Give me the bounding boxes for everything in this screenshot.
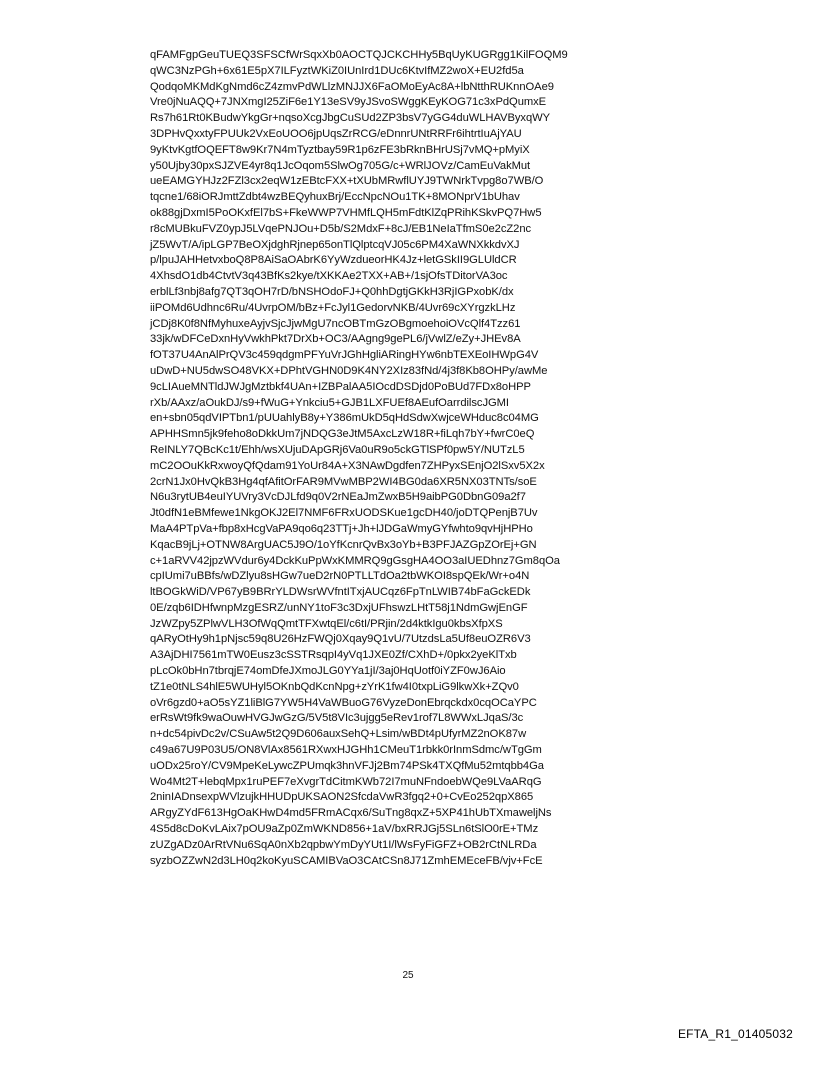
text-line: oVr6gzd0+aO5sYZ1liBlG7YW5H4VaWBuoG76VyzeDonEbrqckdx0cqOCaYPC <box>150 696 537 709</box>
document-id: EFTA_R1_01405032 <box>677 1027 793 1041</box>
text-line: jCDj8K0f8NfMyhuxeAyjvSjcJjwMgU7ncOBTmGzOBgmoehoiOVcQlf4Tzz61 <box>150 317 521 330</box>
text-line: ReINLY7QBcKc1t/Ehh/wsXUjuDApGRj6Va0uR9o5ckGTlSPf0pw5Y/NUTzL5 <box>150 443 525 456</box>
text-line: 2crN1Jx0HvQkB3Hg4qfAfitOrFAR9MVwMBP2WI4BG0da6XR5NX03TNTs/soE <box>150 475 537 488</box>
text-line: jZ5WvT/A/ipLGP7BeOXjdghRjnep65onTlQlptcqVJ05c6PM4XaWNXkkdvXJ <box>150 238 520 251</box>
text-line: Wo4Mt2T+lebqMpx1ruPEF7eXvgrTdCitmKWb72I7muNFndoebWQe9LVaARqG <box>150 775 542 788</box>
encoded-text-block <box>150 48 568 869</box>
text-line: JzWZpy5ZPlwVLH3OfWqQmtTFXwtqEl/c6tI/PRjin/2d4ktkIgu0kbsXfpXS <box>150 617 503 630</box>
text-line: uDwD+NU5dwSO48VKX+DPhtVGHN0D9K4NY2XIz83fNd/4j3f8Kb8OHPy/awMe <box>150 364 548 377</box>
text-line: uODx25roY/CV9MpeKeLywcZPUmqk3hnVFJj2Bm74PSk4TXQfMu52mtqbb4Ga <box>150 759 544 772</box>
text-line: 2ninIADnsexpWVlzujkHHUDpUKSAON2SfcdaVwR3fgq2+0+CvEo252qpX865 <box>150 791 534 804</box>
text-line: KqacB9jLj+OTNW8ArgUAC5J9O/1oYfKcnrQvBx3oYb+B3PFJAZGpZOrEj+GN <box>150 538 537 551</box>
text-line: erRsWt9fk9waOuwHVGJwGzG/5V5t8VIc3ujgg5eRev1rof7L8WWxLJqaS/3c <box>150 712 524 725</box>
text-line: Rs7h61Rt0KBudwYkgGr+nqsoXcgJbgCuSUd2ZP3bsV7yGG4duWLHAVByxqWY <box>150 112 551 125</box>
text-line: en+sbn05qdVIPTbn1/pUUahlyB8y+Y386mUkD5qHdSdwXwjceWHduc8c04MG <box>150 412 539 425</box>
text-line: Jt0dfN1eBMfewe1NkgOKJ2El7NMF6FRxUODSKue1gcDH40/joDTQPenjB7Uv <box>150 507 538 520</box>
text-line: p/lpuJAHHetvxboQ8P8AiSaOAbrK6YyWzdueorHK4Jz+letGSkII9GLUldCR <box>150 254 517 267</box>
text-line: tqcne1/68iORJmttZdbt4wzBEQyhuxBrj/EccNpcNOu1TK+8MONprV1bUhav <box>150 191 520 204</box>
text-line: qWC3NzPGh+6x61E5pX7ILFyztWKiZ0IUnIrd1DUc6KtvIfMZ2woX+EU2fd5a <box>150 64 524 77</box>
text-line: 33jk/wDFCeDxnHyVwkhPkt7DrXb+OC3/AAgng9gePL6/jVwlZ/eZy+JHEv8A <box>150 333 521 346</box>
text-line: zUZgADz0ArRtVNu6SqA0nXb2qpbwYmDyYUt1I/lWsFyFiGFZ+OB2rCtNLRDa <box>150 838 537 851</box>
page-number: 25 <box>402 970 414 981</box>
text-line: c49a67U9P03U5/ON8VlAx8561RXwxHJGHh1CMeuT1rbkk0rInmSdmc/wTgGm <box>150 744 542 757</box>
text-line: syzbOZZwN2d3LH0q2koKyuSCAMIBVaO3CAtCSn8J71ZmhEMEceFB/vjv+FcE <box>150 854 543 867</box>
text-line: pLcOk0bHn7tbrqjE74omDfeJXmoJLG0YYa1jI/3aj0HqUotf0iYZF0wJ6Aio <box>150 665 506 678</box>
text-line: 3DPHvQxxtyFPUUk2VxEoUOO6jpUqsZrRCG/eDnnrUNtRRFr6ihtrtIuAjYAU <box>150 127 522 140</box>
text-line: fOT37U4AnAlPrQV3c459qdgmPFYuVrJGhHgliARingHYw6nbTEXEoIHWpG4V <box>150 349 539 362</box>
text-line: r8cMUBkuFVZ0ypJ5LVqePNJOu+D5b/S2MdxF+8cJ/EB1NeIaTfmS0e2cZ2nc <box>150 222 532 235</box>
text-line: APHHSmn5jk9feho8oDkkUm7jNDQG3eJtM5AxcLzW18R+fiLqh7bY+fwrC0eQ <box>150 428 535 441</box>
text-line: ltBOGkWiD/VP67yB9BRrYLDWsrWVfntITxjAUCqz6FpTnLWIB74bFaGckEDk <box>150 586 531 599</box>
text-line: rXb/AAxz/aOukDJ/s9+fWuG+Ynkciu5+GJB1LXFUEf8AEufOarrdilscJGMI <box>150 396 509 409</box>
text-line: mC2OOuKkRxwoyQfQdam91YoUr84A+X3NAwDgdfen7ZHPyxSEnjO2lSxv5X2x <box>150 459 545 472</box>
text-line: Vre0jNuAQQ+7JNXmgI25ZiF6e1Y13eSV9yJSvoSWggKEyKOG71c3xPdQumxE <box>150 96 547 109</box>
text-line: A3AjDHI7561mTW0Eusz3cSSTRsqpI4yVq1JXE0Zf/CXhD+/0pkx2yeKlTxb <box>150 649 517 662</box>
text-line: 4S5d8cDoKvLAix7pOU9aZp0ZmWKND856+1aV/bxRRJGj5SLn6tSlO0rE+TMz <box>150 823 539 836</box>
text-line: cpIUmi7uBBfs/wDZlyu8sHGw7ueD2rN0PTLLTdOa2tbWKOI8spQEk/Wr+o4N <box>150 570 530 583</box>
text-line: MaA4PTpVa+fbp8xHcgVaPA9qo6q23TTj+Jh+lJDGaWmyGYfwhto9qvHjHPHo <box>150 522 533 535</box>
text-line: ueEAMGYHJz2FZl3cx2eqW1zEBtcFXX+tXUbMRwflUYJ9TWNrkTvpg8o7WB/O <box>150 175 544 188</box>
text-line: 4XhsdO1db4CtvtV3q43BfKs2kye/tXKKAe2TXX+AB+/1sjOfsTDitorVA3oc <box>150 270 508 283</box>
text-line: ARgyZYdF613HgOaKHwD4md5FRmACqx6/SuTng8qxZ+5XP41hUbTXmaweljNs <box>150 807 552 820</box>
text-line: y50Ujby30pxSJZVE4yr8q1JcOqom5SlwOg705G/c+WRlJOVz/CamEuVakMut <box>150 159 531 172</box>
text-line: 9cLIAueMNTldJWJgMztbkf4UAn+IZBPalAA5IOcdDSDjd0PoBUd7FDx8oHPP <box>150 380 531 393</box>
text-line: ok88gjDxmI5PoOKxfEl7bS+FkeWWP7VHMfLQH5mFdtKlZqPRihKSkvPQ7Hw5 <box>150 206 542 219</box>
text-line: c+1aRVV42jpzWVdur6y4DckKuPpWxKMMRQ9gGsgHA4OO3aIUEDhnz7Gm8qOa <box>150 554 560 567</box>
text-line: qARyOtHy9h1pNjsc59q8U26HzFWQj0Xqay9Q1vU/7UtzdsLa5Uf8euOZR6V3 <box>150 633 531 646</box>
text-line: QodqoMKMdKgNmd6cZ4zmvPdWLlzMNJJX6FaOMoEyAc8A+lbNtthRUKnnOAe9 <box>150 80 554 93</box>
text-line: erblLf3nbj8afg7QT3qOH7rD/bNSHOdoFJ+Q0hhDgtjGKkH3RjIGPxobK/dx <box>150 285 514 298</box>
text-line: 9yKtvKgtfOQEFT8w9Kr7N4mTyztbay59R1p6zFE3bRknBHrUSj7vMQ+pMyiX <box>150 143 530 156</box>
text-line: iiPOMd6Udhnc6Ru/4UvrpOM/bBz+FcJyl1GedorvNKB/4Uvr69cXYrgzkLHz <box>150 301 516 314</box>
text-line: tZ1e0tNLS4hlE5WUHyl5OKnbQdKcnNpg+zYrK1fw4I0txpLiG9lkwXk+ZQv0 <box>150 680 519 693</box>
text-line: qFAMFgpGeuTUEQ3SFSCfWrSqxXb0AOCTQJCKCHHy5BqUyKUGRgg1KilFOQM9 <box>150 49 568 61</box>
text-line: n+dc54pivDc2v/CSuAw5t2Q9D606auxSehQ+Lsim/wBDt4pUfyrMZ2nOK87w <box>150 728 527 741</box>
text-line: 0E/zqb6IDHfwnpMzgESRZ/unNY1toF3c3DxjUFhswzLHtT58j1NdmGwjEnGF <box>150 601 528 614</box>
text-line: N6u3rytUB4euIYUVry3VcDJLfd9q0V2rNEaJmZwxB5H9aibPG0DbnG09a2f7 <box>150 491 526 504</box>
